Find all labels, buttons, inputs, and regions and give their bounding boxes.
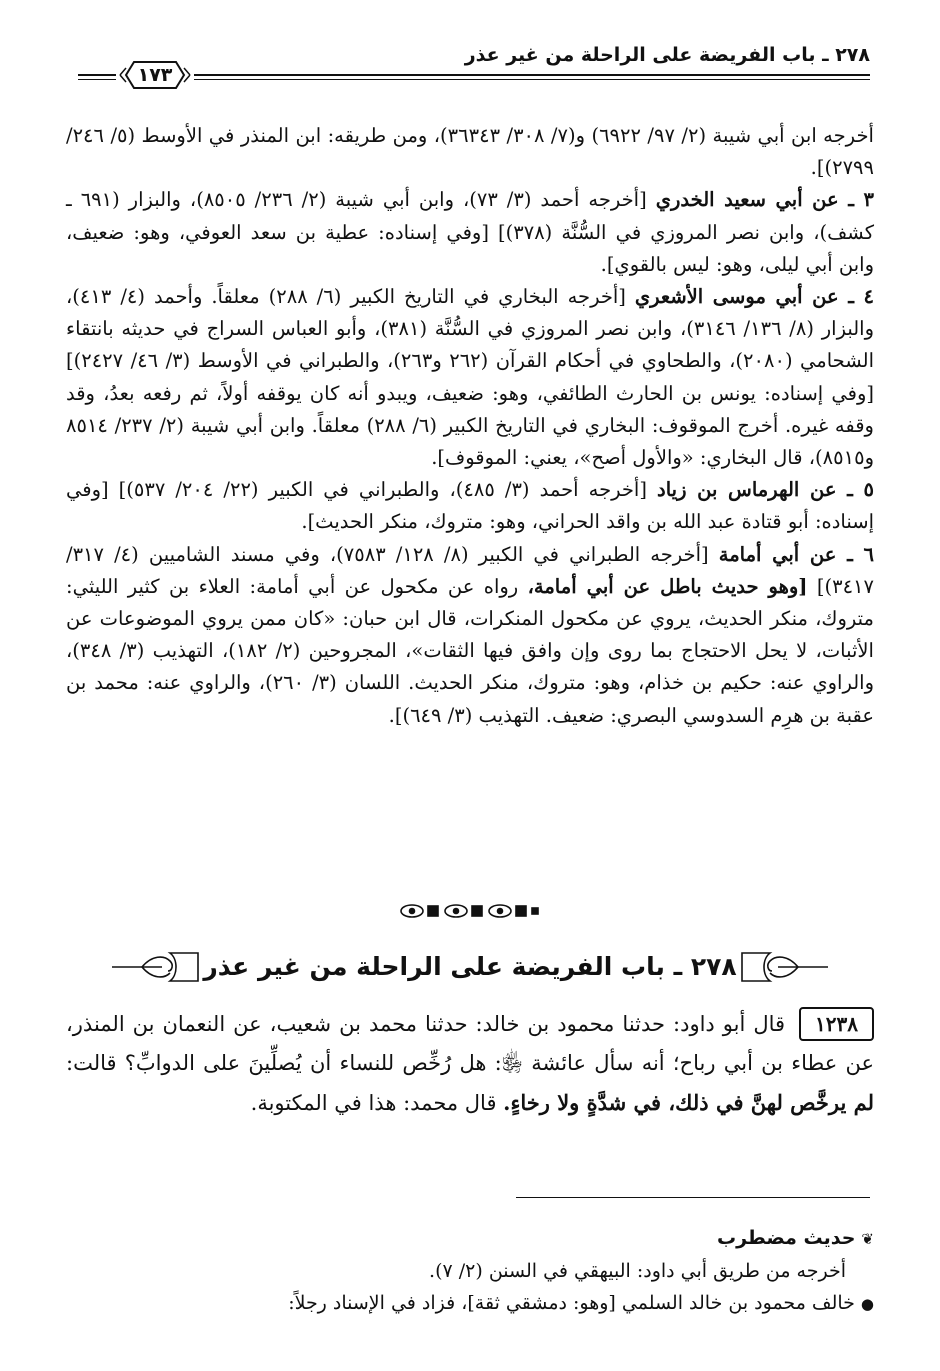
footnote-rule bbox=[516, 1197, 870, 1198]
running-title: ٢٧٨ ـ باب الفريضة على الراحلة من غير عذر bbox=[464, 44, 870, 66]
note-heading: حديث مضطرب bbox=[716, 1227, 856, 1249]
hadith-block bbox=[66, 1005, 874, 1123]
main-text bbox=[66, 120, 874, 732]
note-heading-line bbox=[66, 1222, 874, 1255]
paragraph-takhrij-intro bbox=[66, 120, 874, 184]
hadith-text-tail: قال محمد: هذا في المكتوبة. bbox=[250, 1091, 504, 1115]
paragraph-lead: ٥ ـ عن الهرماس بن زياد bbox=[657, 478, 874, 502]
paragraph-text: [أخرجه أحمد (٣/ ٤٨٥)، والطبراني في الكبير (٢٢/ ٢٠٤/ ٥٣٧)] [وفي إسناده: أبو قتادة عبد الله بن واقد الحراني، وهو: متروك، منكر الحديث]. bbox=[66, 478, 874, 534]
hadith-text: قال أبو داود: حدثنا محمود بن خالد: حدثنا محمد بن شعيب، عن النعمان بن المنذر، عن عطاء بن أبي رباح؛ أنه سأل عائشة ﵂: هل رُخِّص للنساء أن يُصلِّينَ على الدوابِّ؟ قالت: bbox=[66, 1012, 874, 1075]
note-line-bulleted bbox=[66, 1287, 874, 1320]
paragraph-hirmas bbox=[66, 474, 874, 538]
circle-bullet-icon: ● bbox=[860, 1295, 874, 1313]
note-line: أخرجه من طريق أبي داود: البيهقي في السنن (٢/ ٧). bbox=[429, 1260, 846, 1282]
paragraph-text: [أخرجه أحمد (٣/ ٧٣)، وابن أبي شيبة (٢/ ٢٣٦/ ٨٥٠٥)، والبزار (٦٩١ ـ كشف)، وابن نصر المروزي في السُّنَّة (٣٧٨)] [وفي إسناده: عطية بن سعد العوفي، وهو: ضعيف، وابن أبي ليلى، وهو: ليس بالقوي]. bbox=[66, 188, 874, 276]
paragraph-abu-musa bbox=[66, 281, 874, 474]
paragraph-abu-said bbox=[66, 184, 874, 281]
chapter-heading bbox=[112, 945, 828, 989]
page-number-box bbox=[116, 56, 194, 94]
hadith-number: ١٢٣٨ bbox=[799, 1007, 874, 1041]
ornament-divider-icon bbox=[398, 902, 548, 920]
heading-flourish-right-icon bbox=[738, 949, 828, 985]
paragraph-text-tail: رواه عن مكحول عن أبي أمامة: العلاء بن كثير الليثي: متروك، منكر الحديث، يروي عن مكحول المنكرات، قال ابن حبان: «كان ممن يروي الموضوعات عن الأثبات، لا يحل الاحتجاج بما روى وإن وافق فيها الثقات»، المجروحين (٢/ ١٨٢)، التهذيب (٣/ ٣٤٨)، والراوي عنه: حكيم بن خذام، وهو: متروك، منكر الحديث. اللسان (٣/ ٢٦٠)، والراوي عنه: محمد بن عقبة بن هرِم السدوسي البصري: ضعيف. التهذيب (٣/ ٦٤٩)]. bbox=[66, 574, 874, 727]
chapter-title: ٢٧٨ ـ باب الفريضة على الراحلة من غير عذر bbox=[203, 952, 737, 981]
notes-block bbox=[66, 1222, 874, 1320]
paragraph-abu-umama bbox=[66, 539, 874, 732]
paragraph-bold-ruling: [وهو حديث باطل عن أبي أمامة، bbox=[527, 574, 808, 598]
paragraph-lead: ٦ ـ عن أبي أمامة bbox=[718, 542, 874, 566]
running-header bbox=[78, 44, 870, 86]
hadith-answer: لم يرخَّص لهنَّ في ذلك، في شدَّةٍ ولا رخاءٍ. bbox=[503, 1090, 874, 1115]
page-number: ١٧٣ bbox=[137, 64, 173, 86]
paragraph-lead: ٤ ـ عن أبي موسى الأشعري bbox=[634, 285, 874, 309]
paragraph-lead: ٣ ـ عن أبي سعيد الخدري bbox=[655, 188, 874, 212]
paragraph-text: [أخرجه البخاري في التاريخ الكبير (٦/ ٢٨٨) معلقاً. وأحمد (٤/ ٤١٣)، والبزار (٨/ ١٣٦/ ٣١٤٦)، وابن نصر المروزي في السُّنَّة (٣٨١)، وأبو العباس السراج في حديثه بانتقاء الشحامي (٢٠٨٠)، والطحاوي في أحكام القرآن (٢٦٢ و٢٦٣)، والطبراني في الأوسط (٣/ ٤٦/ ٢٤٢٧)] [وفي إسناده: يونس بن الحارث الطائفي، وهو: ضعيف، ويبدو أنه كان يوقفه أولاً، ثم رفعه بعدُ، وقد وقفه غيره. أخرج الموقوف: البخاري في التاريخ الكبير (٦/ ٢٨٨) معلقاً. وابن أبي شيبة (٢/ ٢٣٧/ ٨٥١٤ و٨٥١٥)، قال البخاري: «والأول أصح»، يعني: الموقوف]. bbox=[66, 285, 874, 470]
paragraph-text: [أخرجه الطبراني في الكبير (٨/ ١٢٨/ ٧٥٨٣)، وفي مسند الشاميين (٤/ ٣١٧/ ٣٤١٧)] bbox=[66, 542, 875, 598]
note-text: خالف محمود بن خالد السلمي [وهو: دمشقي ثقة]، فزاد في الإسناد رجلاً: bbox=[288, 1292, 855, 1314]
flower-bullet-icon: ❦ bbox=[861, 1230, 874, 1248]
paragraph-text: أخرجه ابن أبي شيبة (٢/ ٩٧/ ٦٩٢٢) و(٧/ ٣٠٨/ ٣٦٣٤٣)، ومن طريقه: ابن المنذر في الأوسط (٥/ ٢٤٦/ ٢٧٩٩)]. bbox=[66, 124, 874, 180]
